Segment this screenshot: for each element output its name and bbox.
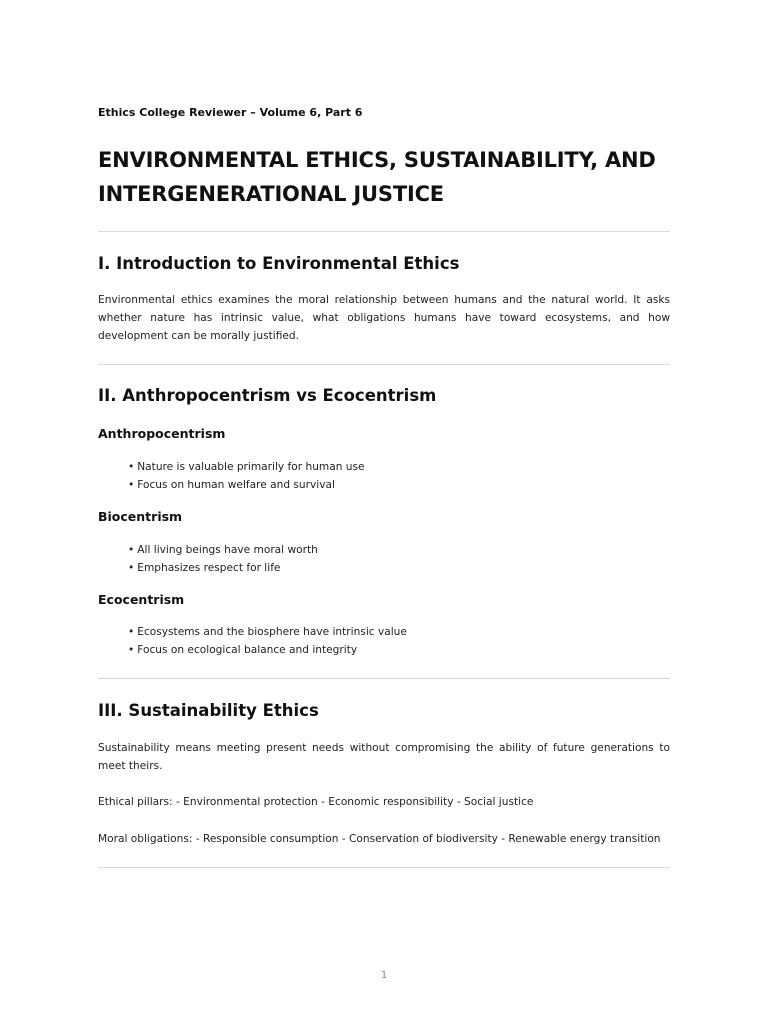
bullet-icon: • xyxy=(128,626,135,638)
section-heading-anthropocentrism-vs-ecocentrism: II. Anthropocentrism vs Ecocentrism xyxy=(98,386,437,405)
ethical-pillars-text: Ethical pillars: - Environmental protection - Economic responsibility - Social justice xyxy=(98,796,534,808)
subheading-biocentrism: Biocentrism xyxy=(98,509,183,524)
section-divider xyxy=(98,231,670,232)
section-paragraph-sustainability: Sustainability means meeting present needs without compromising the ability of future generations to meet theirs. xyxy=(98,742,670,772)
section-heading-introduction: I. Introduction to Environmental Ethics xyxy=(98,254,460,273)
list-item xyxy=(128,542,318,560)
bullet-list-anthropocentrism xyxy=(128,459,365,494)
subheading-anthropocentrism: Anthropocentrism xyxy=(98,426,226,441)
section-divider xyxy=(98,678,670,679)
list-item-text: Focus on human welfare and survival xyxy=(137,478,335,491)
list-item-text: Emphasizes respect for life xyxy=(137,561,281,574)
list-item xyxy=(128,642,407,660)
bullet-icon: • xyxy=(128,478,135,491)
bullet-icon: • xyxy=(128,461,135,473)
list-item xyxy=(128,624,407,642)
page-number: 1 xyxy=(380,970,388,981)
list-item-text: Focus on ecological balance and integrity xyxy=(137,643,358,656)
subheading-ecocentrism: Ecocentrism xyxy=(98,592,185,607)
list-item-text: All living beings have moral worth xyxy=(137,544,318,556)
document-subtitle: Ethics College Reviewer – Volume 6, Part 6 xyxy=(98,106,363,119)
bullet-icon: • xyxy=(128,643,135,656)
list-item xyxy=(128,477,365,495)
section-heading-sustainability-ethics: III. Sustainability Ethics xyxy=(98,701,319,720)
document-title: ENVIRONMENTAL ETHICS, SUSTAINABILITY, AND INTERGENERATIONAL JUSTICE xyxy=(98,148,656,206)
bullet-list-biocentrism xyxy=(128,542,318,577)
list-item xyxy=(128,560,318,578)
bullet-list-ecocentrism xyxy=(128,624,407,659)
moral-obligations-text: Moral obligations: - Responsible consumption - Conservation of biodiversity - Renewable energy transition xyxy=(98,833,661,845)
section-divider xyxy=(98,364,670,365)
section-paragraph-introduction: Environmental ethics examines the moral relationship between humans and the natural world. It asks whether nature has intrinsic value, what obligations humans have toward ecosystems, and how development can be morally justified. xyxy=(98,294,670,342)
bullet-icon: • xyxy=(128,544,135,556)
list-item xyxy=(128,459,365,477)
list-item-text: Nature is valuable primarily for human use xyxy=(137,461,365,473)
bullet-icon: • xyxy=(128,561,135,574)
section-divider xyxy=(98,867,670,868)
list-item-text: Ecosystems and the biosphere have intrinsic value xyxy=(137,626,407,638)
